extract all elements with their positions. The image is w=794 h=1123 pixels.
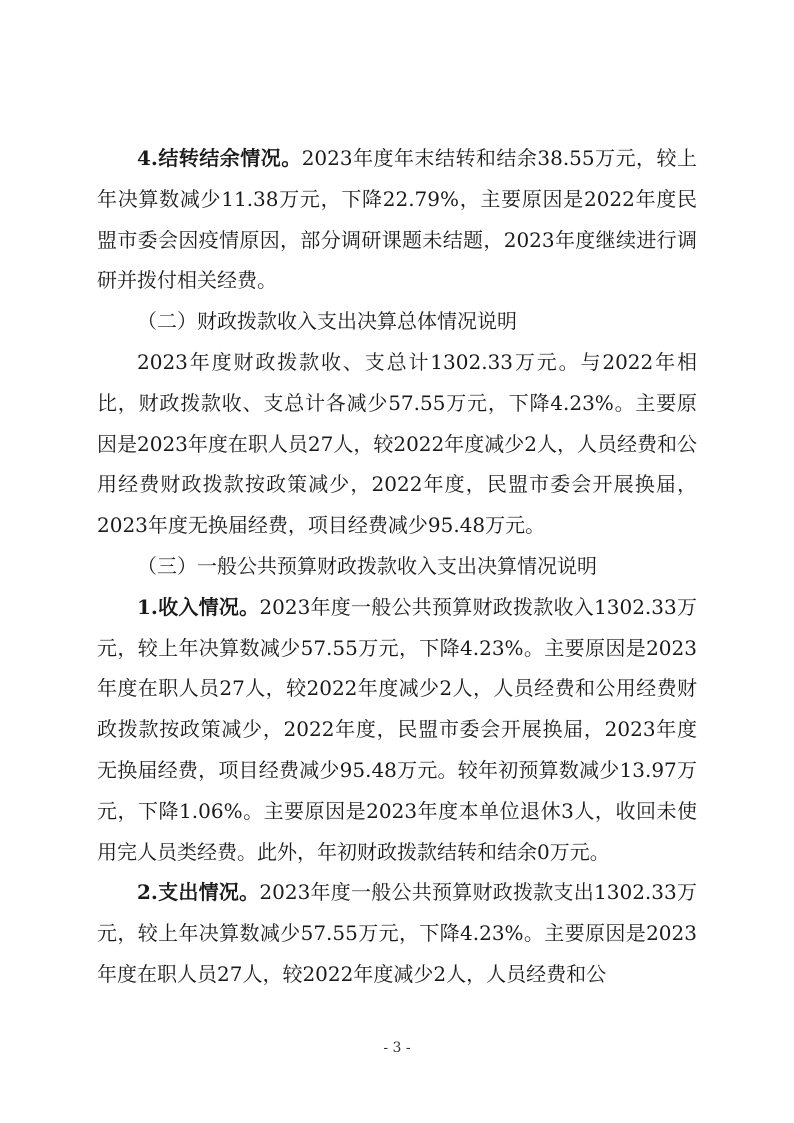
paragraph-expenditure [97,872,697,994]
paragraph-text: 2023年度一般公共预算财政拨款支出1302.33万元，较上年决算数减少57.55万元，下降4.23%。主要原因是2023年度在职人员27人，较2022年度减少2人，人员经费和公 [97,880,697,986]
paragraph-lead: 2.支出情况。 [137,880,260,905]
paragraph-lead: 1.收入情况。 [137,594,260,619]
paragraph-lead: 4.结转结余情况。 [137,146,302,170]
page-number: - 3 - [383,1040,411,1056]
document-body [97,138,697,995]
section-heading-3 [97,546,697,587]
paragraph-carryover [97,138,697,301]
heading-text: （二）财政拨款收入支出决算总体情况说明 [137,309,517,334]
section-heading-2 [97,301,697,342]
paragraph-text: 2023年度一般公共预算财政拨款收入1302.33万元，较上年决算数减少57.55万元，下降4.23%。主要原因是2023年度在职人员27人，较2022年度减少2人，人员经费和公用经费财政拨款按政策减少，2022年度，民盟市委会开展换届，2023年度无换届经费，项目经费减少95.48万元。较年初预算数减少13.97万元，下降1.06%。主要原因是2023年度本单位退休3人，收回未使用完人员类经费。此外，年初财政拨款结转和结余0万元。 [97,594,697,864]
paragraph-income [97,587,697,873]
paragraph-text: 2023年度年末结转和结余38.55万元，较上年决算数减少11.38万元，下降22.79%，主要原因是2022年度民盟市委会因疫情原因，部分调研课题未结题，2023年度继续进行调研并拨付相关经费。 [97,146,698,293]
paragraph-text: 2023年度财政拨款收、支总计1302.33万元。与2022年相比，财政拨款收、支总计各减少57.55万元，下降4.23%。主要原因是2023年度在职人员27人，较2022年度减少2人，人员经费和公用经费财政拨款按政策减少，2022年度，民盟市委会开展换届，2023年度无换届经费，项目经费减少95.48万元。 [97,349,697,538]
paragraph-overall [97,342,697,546]
heading-text: （三）一般公共预算财政拨款收入支出决算情况说明 [137,553,597,578]
